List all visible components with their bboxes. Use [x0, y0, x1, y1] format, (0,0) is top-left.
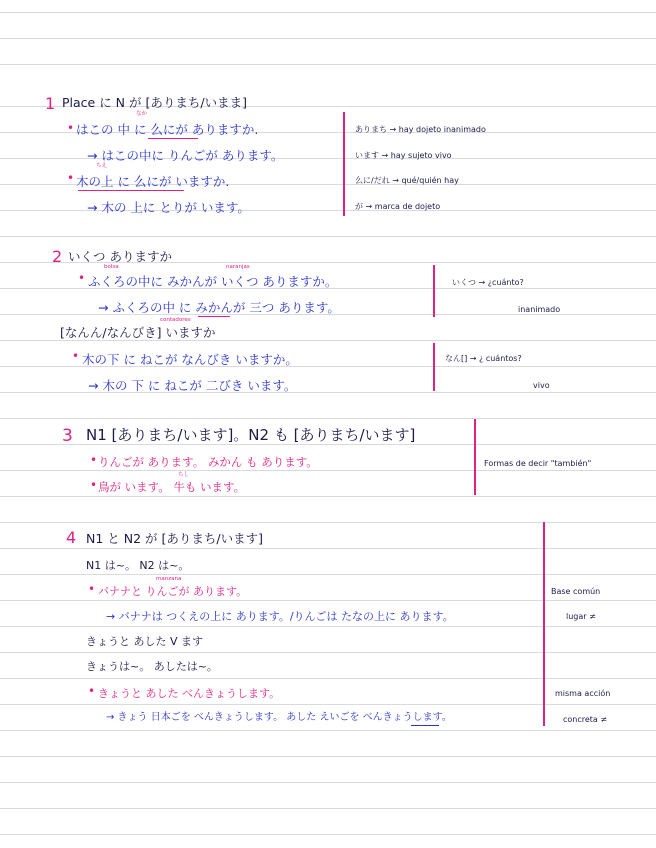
answer-3: → ふくろの中 に みかんが 三つ あります。: [98, 300, 340, 315]
divider: [343, 112, 345, 216]
answer-4: → 木の 下 に ねこが 二びき います。: [88, 378, 297, 393]
underline: [198, 316, 230, 317]
section-2-number: 2: [52, 247, 63, 266]
section-3-heading: N1 [ありまち/います]。N2 も [ありまち/います]: [86, 426, 416, 444]
note: lugar ≠: [566, 612, 596, 621]
furigana: manzana: [156, 576, 182, 582]
note: inanimado: [518, 305, 561, 314]
divider: [433, 343, 435, 391]
furigana: bolsa: [104, 264, 119, 270]
question-3: ふくろの中に みかんが いくつ ありますか。: [88, 274, 338, 289]
bullet: •: [67, 121, 75, 135]
section-3-number: 3: [62, 426, 73, 446]
note: Base común: [551, 587, 601, 596]
section-4-heading: N1 と N2 が [ありまち/います]: [86, 531, 263, 546]
furigana: ちえ: [96, 163, 108, 169]
section-1-heading: Place に N が [ありまち/いまま]: [62, 95, 247, 110]
section-2-heading-2: [なんん/なんびき] いますか: [60, 325, 216, 340]
section-1-number: 1: [45, 94, 56, 113]
bullet: •: [88, 582, 96, 596]
s4-line-5: きょうは~。 あしたは~。: [86, 660, 218, 673]
question-4: 木の下 に ねこが なんびき いますか。: [82, 352, 298, 367]
note: Formas de decir "también": [484, 459, 592, 468]
note: が → marca de dojeto: [355, 202, 441, 211]
bullet: •: [78, 271, 86, 285]
s4-line-7: → きょう 日本ごを べんきょうします。 あした えいごを べんきょうします。: [106, 712, 452, 723]
question-1: はこの 中 に 么にが ありますか.: [76, 122, 259, 137]
answer-2: → 木の 上に とりが います。: [87, 200, 250, 215]
note: います → hay sujeto vivo: [355, 151, 452, 160]
question-2: 木の上 に 么にが いますか.: [76, 174, 230, 189]
bullet: •: [90, 453, 98, 467]
section-2-heading: いくつ ありますか: [68, 249, 172, 264]
note: なん[] → ¿ cuántos?: [445, 354, 522, 363]
note: ありまち → hay dojeto inanimado: [355, 125, 486, 134]
s4-line-3: → バナナは つくえの上に あります。/りんごは たなの上に あります。: [106, 610, 454, 623]
s4-line-2: バナナと りんごが あります。: [98, 585, 248, 598]
note: misma acción: [555, 689, 611, 698]
divider: [433, 265, 435, 317]
underline: [411, 725, 439, 726]
divider: [543, 522, 545, 726]
note: vivo: [533, 381, 550, 390]
note: 么に/だれ → qué/quién hay: [355, 176, 459, 185]
furigana: contadores: [160, 317, 191, 323]
note: concreta ≠: [563, 715, 608, 724]
bullet: •: [88, 684, 96, 698]
s4-line-6: きょうと あした べんきょうします。: [98, 687, 281, 700]
s3-line-1: りんごが あります。 みかん も あります。: [98, 455, 318, 469]
bullet: •: [90, 478, 98, 492]
bullet: •: [67, 171, 75, 185]
furigana: なか: [136, 111, 148, 117]
divider: [474, 419, 476, 495]
underline: [148, 138, 198, 139]
furigana: naranjas: [226, 264, 250, 270]
underline: [78, 190, 184, 191]
bullet: •: [72, 349, 80, 363]
note: いくつ → ¿cuánto?: [452, 278, 524, 287]
s3-line-2: 鳥が います。 牛も います。: [98, 480, 246, 494]
answer-1: → はこの中に りんごが あります。: [87, 148, 284, 163]
furigana: ちし: [178, 472, 190, 478]
s4-line-1: N1 は~。 N2 は~。: [86, 559, 190, 572]
s4-line-4: きょうと あした V ます: [86, 635, 204, 648]
section-4-number: 4: [66, 528, 77, 547]
